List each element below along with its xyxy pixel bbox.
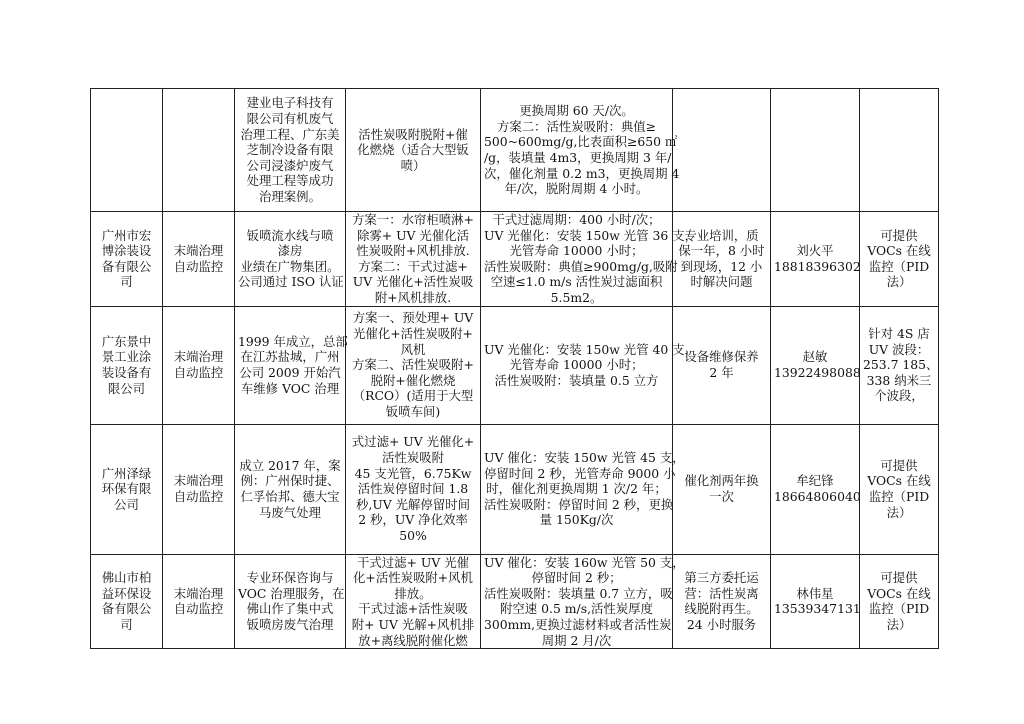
- cell-line: 监控（PID: [868, 258, 930, 274]
- cell-line: 更换周期 60 天/次。: [519, 103, 634, 119]
- cell-line: 车维修 VOC 治理: [240, 380, 340, 396]
- cell-line: 附+风机排放.: [374, 289, 452, 305]
- cell-line: 1999 年成立，总部: [238, 333, 348, 349]
- cell-line: 干式过滤+活性炭吸: [358, 601, 468, 617]
- contact-cell: [771, 212, 860, 307]
- cell-line: 排放。: [394, 585, 432, 601]
- profile-cell: [235, 424, 346, 554]
- cell-line: 光管寿命 10000 小时；: [509, 243, 644, 259]
- cell-line: 活性炭吸附：装填量 0.5 立方: [494, 372, 659, 388]
- cell-line: 广州市宏: [101, 227, 152, 243]
- cell-line: 治理案例。: [259, 188, 321, 204]
- cell-line: 18664806040: [774, 489, 861, 505]
- cell-line: 广东景中: [101, 333, 152, 349]
- params-cell: [481, 89, 680, 212]
- cell-line: 化燃烧（适合大型钣: [357, 142, 469, 158]
- cell-line: UV 光催化：安装 150w 光管 36 支，: [484, 227, 698, 243]
- cell-line: 方案一：水帘柜喷淋+: [352, 212, 474, 227]
- cell-line: 末端治理: [173, 585, 224, 601]
- monitor-cell: [860, 554, 939, 649]
- cell-line: UV 催化：安装 150w 光管 45 支，: [484, 450, 685, 466]
- cell-line: 环保有限: [101, 481, 152, 497]
- cell-line: 法）: [886, 274, 912, 290]
- cell-line: （RCO）(适用于大型: [352, 388, 474, 404]
- method-cell: [163, 89, 235, 212]
- monitor-cell: [860, 306, 939, 424]
- cell-line: 末端治理: [173, 349, 224, 365]
- cell-line: 芝制冷设备有限: [246, 142, 334, 158]
- table-row: [91, 424, 939, 554]
- cell-line: 可提供: [880, 227, 918, 243]
- cell-line: VOCs 在线: [867, 243, 931, 259]
- cell-line: 司: [120, 274, 133, 290]
- cell-line: 化+活性炭吸附+风机: [353, 570, 473, 586]
- cell-line: 仁孚怡邦、德大宝: [240, 489, 340, 505]
- cell-line: 活性炭吸附：装填量 0.7 立方，吸: [484, 585, 673, 601]
- cell-line: 保一年，8 小时: [678, 243, 765, 259]
- cell-line: 50%: [399, 528, 427, 544]
- cell-line: 2 年: [709, 365, 734, 381]
- cell-line: 装设备有: [101, 365, 152, 381]
- cell-line: 业绩在广物集团。: [240, 258, 340, 274]
- cell-line: 建业电子科技有: [246, 95, 334, 111]
- cell-line: 治理工程、广东美: [240, 126, 340, 142]
- cell-line: 13539347131: [774, 601, 861, 617]
- cell-line: VOCs 在线: [867, 473, 931, 489]
- company-cell: [91, 89, 163, 212]
- company-cell: [91, 554, 163, 649]
- cell-line: 2 秒，UV 净化效率: [358, 512, 468, 528]
- cell-line: 风机: [400, 341, 426, 357]
- cell-line: 5.5m2。: [550, 289, 603, 305]
- params-cell: [481, 212, 698, 307]
- cell-line: 附+ UV 光解+风机排: [351, 616, 475, 632]
- cell-line: 方案二：活性炭吸附：典值≥: [496, 118, 657, 134]
- cell-line: 佛山作了集中式: [246, 601, 334, 617]
- cell-line: 可提供: [880, 570, 918, 586]
- method-cell: [163, 424, 235, 554]
- cell-line: 时，催化剂更换周期 1 次/2 年；: [486, 481, 667, 497]
- cell-line: 佛山市柏: [101, 570, 152, 586]
- monitor-cell: [860, 212, 939, 307]
- cell-line: 干式过滤周期：400 小时/次；: [492, 212, 661, 227]
- cell-line: 钣喷房废气治理: [246, 616, 334, 632]
- monitor-cell: [860, 89, 939, 212]
- method-cell: [163, 212, 235, 307]
- contact-cell: [771, 89, 860, 212]
- cell-line: 性炭吸附+风机排放.: [356, 243, 470, 259]
- cell-line: 自动监控: [173, 258, 224, 274]
- cell-line: 放+离线脱附催化燃: [358, 632, 468, 648]
- cell-line: 专业培训，质: [684, 227, 759, 243]
- cell-line: 次，催化剂量 0.2 m3，更换周期 4: [484, 165, 680, 181]
- cell-line: 景工业涂: [101, 349, 152, 365]
- company-cell: [91, 212, 163, 307]
- cell-line: UV 催化：安装 160w 光管 50 支，: [484, 554, 685, 570]
- cell-line: 附空速 0.5 m/s,活性炭厚度: [500, 601, 653, 617]
- table-row: [91, 89, 939, 212]
- cell-line: 漆房: [277, 243, 303, 259]
- process-cell: [346, 554, 481, 649]
- cell-line: 益环保设: [101, 585, 152, 601]
- cell-line: 刘火平: [796, 243, 834, 259]
- cell-line: 338 纳米三: [866, 372, 932, 388]
- cell-line: 停留时间 2 秒；: [531, 570, 622, 586]
- cell-line: 停留时间 2 秒，光管寿命 9000 小: [484, 465, 676, 481]
- cell-line: 公司浸漆炉废气: [246, 157, 334, 173]
- cell-line: 牟纪锋: [796, 473, 834, 489]
- cell-line: 监控（PID: [868, 489, 930, 505]
- cell-line: 监控（PID: [868, 601, 930, 617]
- service-cell: [673, 554, 771, 649]
- process-cell: [346, 424, 481, 554]
- cell-line: 司: [120, 616, 133, 632]
- cell-line: 赵敏: [802, 349, 828, 365]
- cell-line: 博涂装设: [101, 243, 152, 259]
- cell-line: 脱附+催化燃烧: [370, 372, 456, 388]
- process-cell: [346, 306, 481, 424]
- cell-line: 量 150Kg/次: [539, 512, 614, 528]
- cell-line: 公司通过 ISO 认证: [238, 274, 344, 290]
- cell-line: 13922498088: [774, 365, 861, 381]
- cell-line: 活性炭停留时间 1.8: [357, 481, 469, 497]
- params-cell: [481, 554, 685, 649]
- cell-line: 个波段，: [874, 388, 924, 404]
- monitor-cell: [860, 424, 939, 554]
- profile-cell: [235, 306, 346, 424]
- table-row: [91, 306, 939, 424]
- service-cell: [673, 306, 771, 424]
- cell-line: 备有限公: [101, 258, 152, 274]
- cell-line: 时解决问题: [690, 274, 753, 290]
- service-cell: [673, 89, 771, 212]
- contact-cell: [771, 306, 860, 424]
- cell-line: 24 小时服务: [686, 616, 757, 632]
- cell-line: 空速≤1.0 m/s 活性炭过滤面积: [490, 274, 663, 290]
- cell-line: 光管寿命 10000 小时；: [509, 357, 644, 373]
- cell-line: 方案二、活性炭吸附+: [352, 357, 474, 373]
- cell-line: /g，装填量 4m3，更换周期 3 年/: [484, 150, 672, 165]
- cell-line: 300mm,更换过滤材料或者活性炭: [484, 616, 672, 632]
- cell-line: 方案一、预处理+ UV: [352, 310, 474, 326]
- cell-line: 自动监控: [173, 489, 224, 505]
- contact-cell: [771, 554, 860, 649]
- cell-line: 法）: [886, 616, 912, 632]
- cell-line: 催化剂两年换: [684, 473, 759, 489]
- cell-line: 周期 2 月/次: [541, 632, 612, 648]
- contact-cell: [771, 424, 860, 554]
- company-cell: [91, 424, 163, 554]
- cell-line: 可提供: [880, 457, 918, 473]
- cell-line: 秒,UV 光解停留时间: [355, 496, 470, 512]
- cell-line: 末端治理: [173, 473, 224, 489]
- profile-cell: [235, 212, 346, 307]
- cell-line: 第三方委托运: [684, 570, 759, 586]
- cell-line: 马废气处理: [259, 504, 321, 520]
- cell-line: 活性炭吸附脱附+催: [358, 126, 468, 142]
- cell-line: VOCs 在线: [867, 585, 931, 601]
- method-cell: [163, 306, 235, 424]
- table-row: [91, 212, 939, 307]
- cell-line: UV 波段：: [868, 341, 930, 357]
- cell-line: 年/次，脱附周期 4 小时。: [504, 181, 649, 197]
- cell-line: 法）: [886, 504, 912, 520]
- cell-line: 末端治理: [173, 243, 224, 259]
- cell-line: 营：活性炭离: [684, 585, 759, 601]
- cell-line: 除雾+ UV 光催化活: [357, 227, 469, 243]
- cell-line: 处理工程等成功: [246, 173, 334, 189]
- vendor-table: [90, 88, 939, 649]
- cell-line: 针对 4S 店: [868, 326, 930, 342]
- cell-line: 式过滤+ UV 光催化+: [351, 434, 475, 450]
- cell-line: 一次: [709, 489, 734, 505]
- cell-line: 干式过滤+ UV 光催: [357, 554, 469, 570]
- cell-line: 到现场，12 小: [680, 258, 763, 274]
- cell-line: 成立 2017 年，案: [239, 457, 341, 473]
- cell-line: VOC 治理服务，在: [238, 585, 345, 601]
- cell-line: 253.7 185、: [863, 357, 939, 373]
- cell-line: 在江苏盐城，广州: [240, 349, 340, 365]
- cell-line: 例：广州保时捷、: [240, 473, 340, 489]
- cell-line: 限公司有机废气: [246, 111, 334, 127]
- company-cell: [91, 306, 163, 424]
- cell-line: 林伟星: [796, 585, 834, 601]
- cell-line: 自动监控: [173, 601, 224, 617]
- cell-line: 方案二：干式过滤+: [358, 258, 468, 274]
- cell-line: 活性炭吸附：停留时间 2 秒，更换: [484, 496, 674, 512]
- process-cell: [346, 89, 481, 212]
- cell-line: 公司: [114, 496, 139, 512]
- cell-line: 45 支光管，6.75Kw: [354, 465, 472, 481]
- cell-line: 线脱附再生。: [684, 601, 759, 617]
- profile-cell: [235, 89, 346, 212]
- cell-line: 钣喷流水线与喷: [246, 227, 334, 243]
- method-cell: [163, 554, 235, 649]
- cell-line: 限公司: [107, 380, 146, 396]
- cell-line: 喷）: [400, 157, 426, 173]
- profile-cell: [235, 554, 346, 649]
- cell-line: 18818396302: [774, 258, 861, 274]
- cell-line: 活性炭吸附：典值≥900mg/g,吸附: [484, 258, 678, 274]
- cell-line: 自动监控: [173, 365, 224, 381]
- params-cell: [481, 306, 698, 424]
- cell-line: 活性炭吸附: [382, 450, 444, 466]
- cell-line: 500~600mg/g,比表面积≥650 ㎡: [484, 134, 678, 150]
- cell-line: UV 光催化：安装 150w 光管 40 支，: [484, 341, 698, 357]
- cell-line: 设备维修保养: [684, 349, 759, 365]
- process-cell: [346, 212, 481, 307]
- cell-line: 广州泽绿: [101, 465, 152, 481]
- cell-line: 钣喷车间): [385, 404, 441, 420]
- params-cell: [481, 424, 685, 554]
- cell-line: 专业环保咨询与: [246, 570, 334, 586]
- service-cell: [673, 212, 771, 307]
- cell-line: UV 光催化+活性炭吸: [352, 274, 474, 290]
- table-row: [91, 554, 939, 649]
- cell-line: 备有限公: [101, 601, 152, 617]
- cell-line: 公司 2009 开始汽: [239, 365, 341, 381]
- service-cell: [673, 424, 771, 554]
- cell-line: 光催化+活性炭吸附+: [353, 326, 473, 342]
